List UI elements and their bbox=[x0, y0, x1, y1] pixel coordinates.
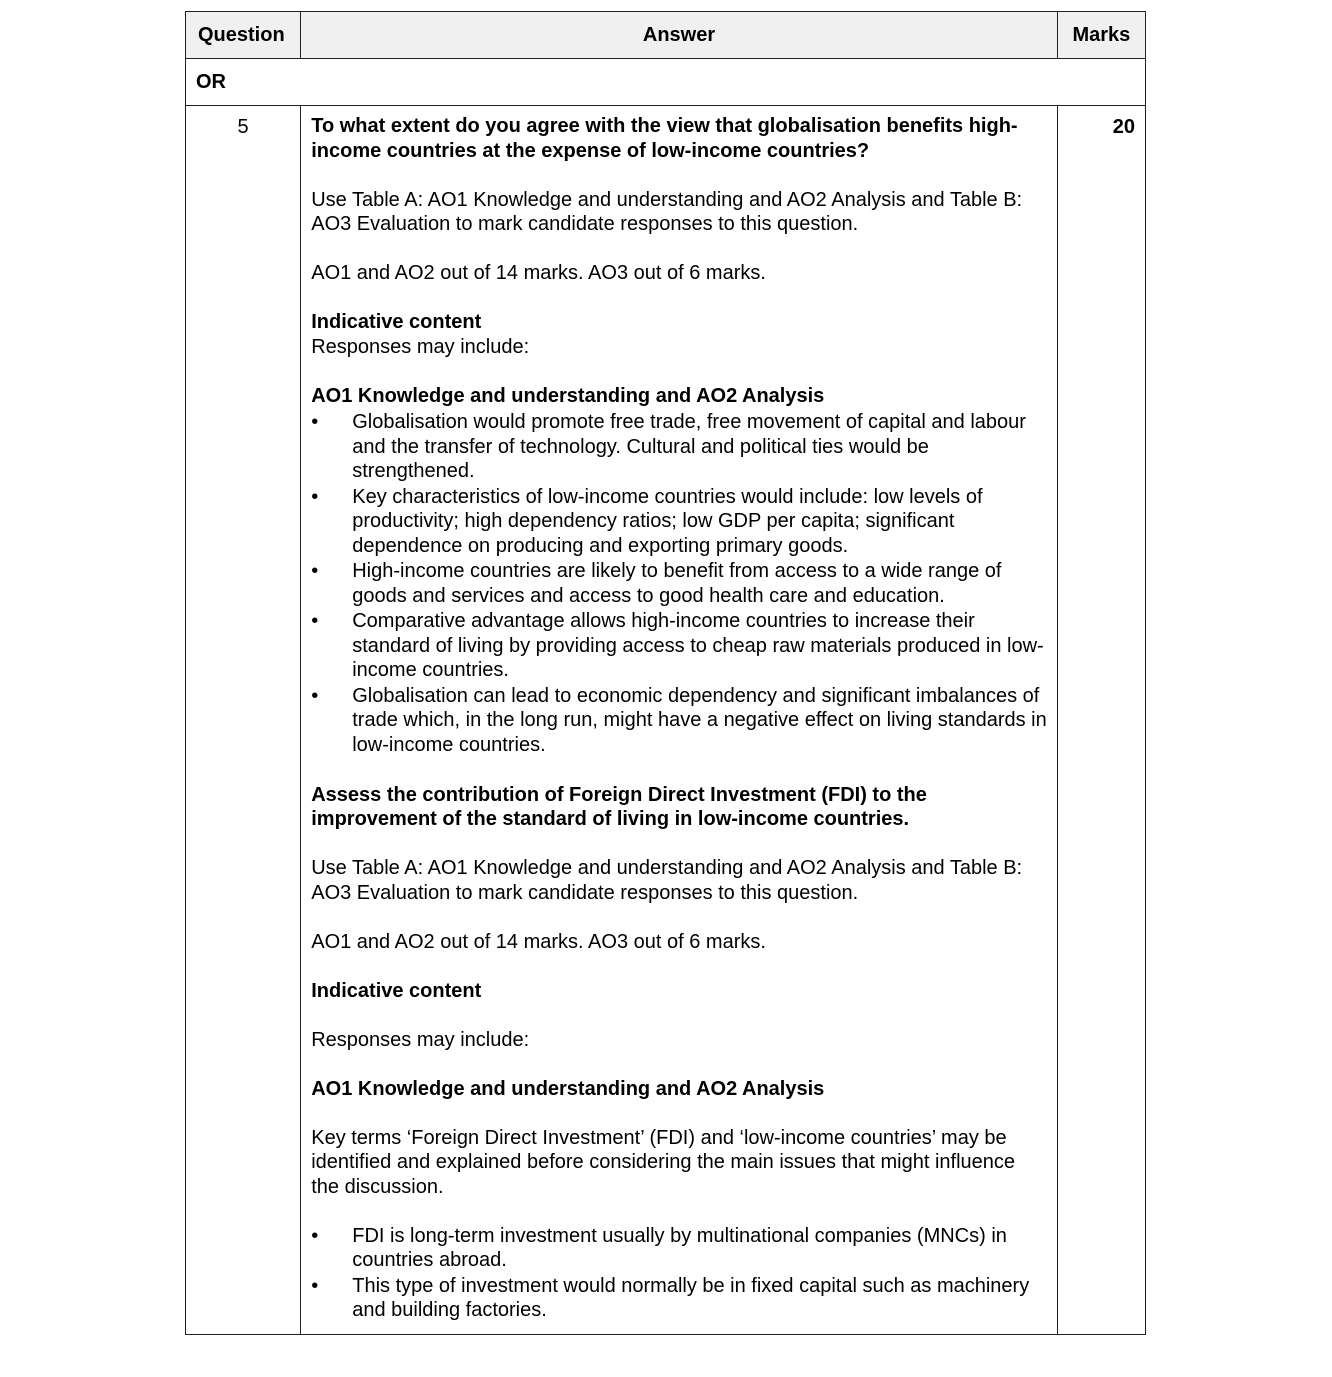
part1-ao-heading: AO1 Knowledge and understanding and AO2 Analysis bbox=[311, 384, 825, 407]
list-item: • Globalisation can lead to economic dependency and significant imbalances of trade which, in the long run, might have a negative effect on living standards in low-income countries. bbox=[311, 684, 1047, 756]
part1-instruction: Use Table A: AO1 Knowledge and understanding and AO2 Analysis and Table B: AO3 Evaluation to mark candidate responses to this question. bbox=[311, 188, 1023, 235]
question-number: 5 bbox=[186, 106, 301, 1335]
part2-key-terms: Key terms ‘Foreign Direct Investment’ (FDI) and ‘low-income countries’ may be identified and explained before considering the main issues that might influence the discussion. bbox=[311, 1126, 1016, 1198]
part2-indicative-heading: Indicative content bbox=[311, 979, 482, 1002]
part2-responses-label: Responses may include: bbox=[311, 1028, 530, 1051]
header-marks: Marks bbox=[1057, 12, 1145, 59]
bullet-icon: • bbox=[311, 485, 319, 508]
header-row bbox=[186, 12, 1146, 59]
list-item: • High-income countries are likely to benefit from access to a wide range of goods and services and access to good health care and education. bbox=[311, 560, 1002, 607]
list-item: • This type of investment would normally be in fixed capital such as machinery and building factories. bbox=[311, 1274, 1030, 1321]
list-item: • Comparative advantage allows high-income countries to increase their standard of living by providing access to cheap raw materials produced in low-income countries. bbox=[311, 610, 1044, 681]
or-row bbox=[186, 59, 1146, 106]
list-item: • FDI is long-term investment usually by multinational companies (MNCs) in countries abroad. bbox=[311, 1224, 1007, 1271]
bullet-icon: • bbox=[311, 560, 319, 582]
bullet-icon: • bbox=[311, 610, 319, 632]
answer-cell bbox=[301, 106, 1058, 1335]
question-row bbox=[186, 106, 1146, 1335]
part2-prompt: Assess the contribution of Foreign Direct Investment (FDI) to the improvement of the standard of living in low-income countries. bbox=[311, 783, 927, 830]
part2-ao-heading: AO1 Knowledge and understanding and AO2 Analysis bbox=[311, 1077, 825, 1100]
bullet-icon: • bbox=[311, 1224, 319, 1247]
part2-marks-split: AO1 and AO2 out of 14 marks. AO3 out of 6 marks. bbox=[311, 930, 766, 953]
part1-indicative-heading: Indicative content bbox=[311, 311, 482, 333]
or-label: OR bbox=[186, 59, 1146, 106]
part1-marks-split: AO1 and AO2 out of 14 marks. AO3 out of 6 marks. bbox=[311, 262, 766, 284]
marks-value: 20 bbox=[1057, 106, 1145, 1335]
list-item: • Key characteristics of low-income countries would include: low levels of productivity; high dependency ratios; low GDP per capita; significant dependence on producing and exporting primary goods. bbox=[311, 485, 983, 557]
bullet-icon: • bbox=[311, 411, 319, 433]
mark-scheme-table bbox=[185, 11, 1146, 1335]
header-answer: Answer bbox=[301, 12, 1058, 59]
part2-bullet-list bbox=[311, 1224, 1047, 1323]
bullet-icon: • bbox=[311, 684, 319, 707]
bullet-icon: • bbox=[311, 1274, 319, 1297]
part1-prompt: To what extent do you agree with the view that globalisation benefits high-income countries at the expense of low-income countries? bbox=[311, 115, 1018, 162]
part2-instruction: Use Table A: AO1 Knowledge and understanding and AO2 Analysis and Table B: AO3 Evaluation to mark candidate responses to this question. bbox=[311, 857, 1023, 904]
header-question: Question bbox=[186, 12, 301, 59]
part1-responses-label: Responses may include: bbox=[311, 335, 530, 358]
list-item: • Globalisation would promote free trade, free movement of capital and labour and the transfer of technology. Cultural and political ties would be strengthened. bbox=[311, 411, 1026, 482]
part1-bullet-list bbox=[311, 410, 1047, 757]
